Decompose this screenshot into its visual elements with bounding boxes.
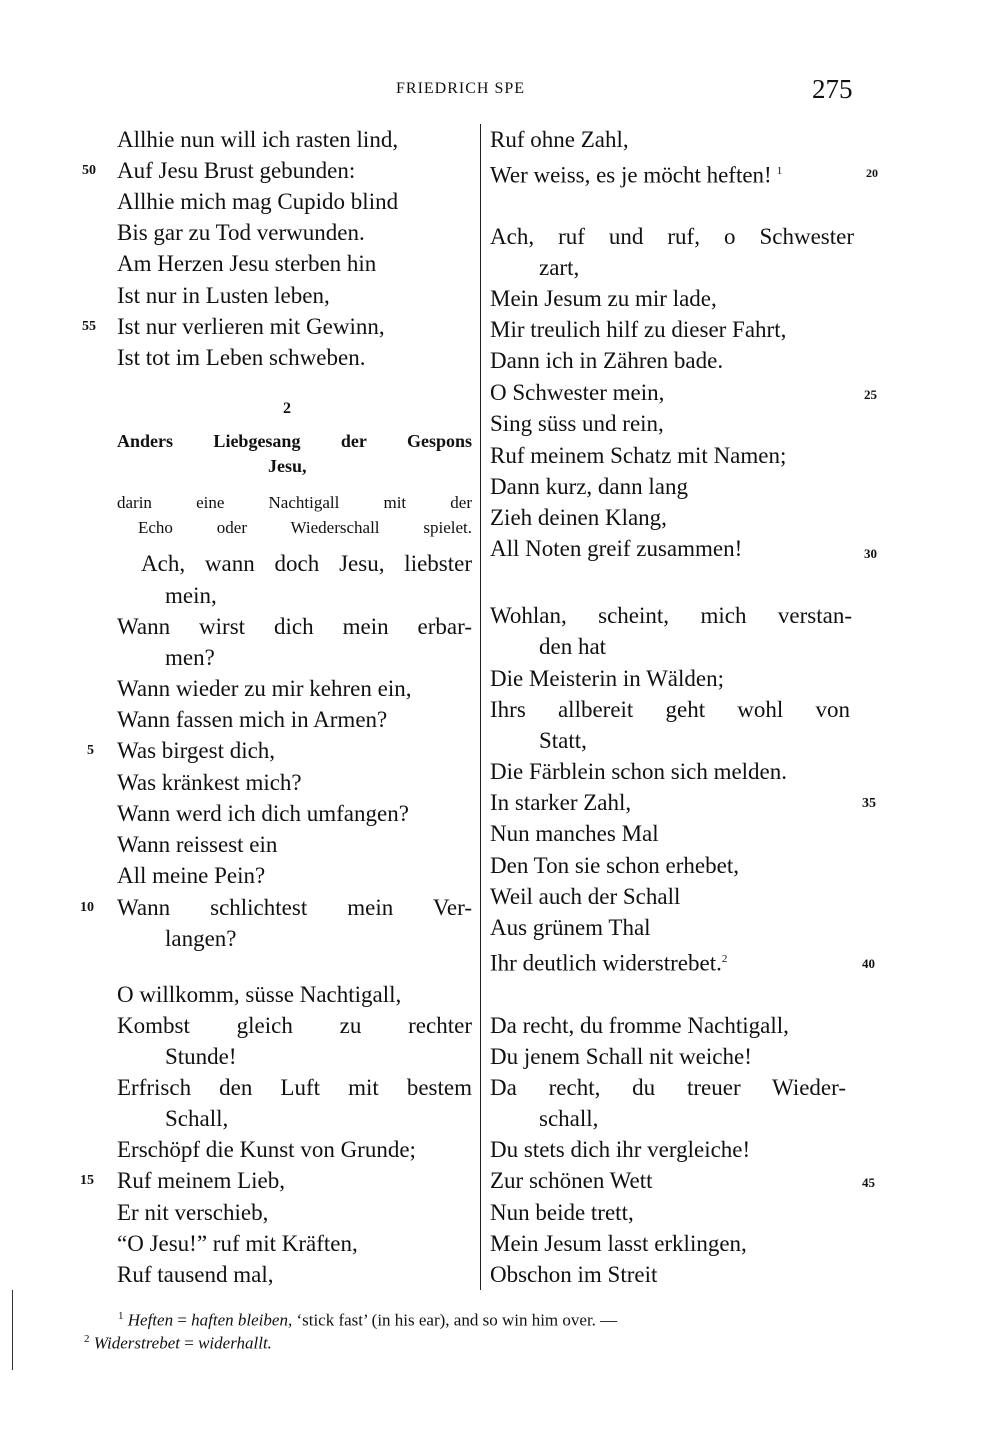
verse-line: Mir treulich hilf zu dieser Fahrt, <box>490 317 787 342</box>
verse-line-cont: Stunde! <box>165 1044 237 1069</box>
footnote-text: , ‘stick fast’ (in his ear), and so win him over. — <box>287 1310 618 1330</box>
verse-line: Zur schönen Wett <box>490 1168 653 1193</box>
verse-line: Du jenem Schall nit weiche! <box>490 1044 752 1069</box>
line-number: 5 <box>87 743 94 758</box>
verse-line: Wann fassen mich in Armen? <box>117 707 388 732</box>
footnote-ref[interactable]: 1 <box>776 165 783 177</box>
line-number: 30 <box>864 546 877 561</box>
line-number: 20 <box>866 166 878 180</box>
verse-line: Erschöpf die Kunst von Grunde; <box>117 1137 416 1162</box>
footnote-2 <box>84 1333 272 1354</box>
verse-line: Ruf meinem Schatz mit Namen; <box>490 443 787 468</box>
verse-line-cont: den hat <box>539 634 607 659</box>
verse-line: Aus grünem Thal <box>490 915 651 940</box>
verse-line: Du stets dich ihr vergleiche! <box>490 1137 751 1162</box>
verse-line: Bis gar zu Tod verwunden. <box>117 220 365 245</box>
verse-line-cont: zart, <box>539 255 580 280</box>
footnote-ref[interactable]: 2 <box>721 953 728 965</box>
verse-line: All Noten greif zusammen! <box>490 536 743 561</box>
verse-line: All meine Pein? <box>117 863 266 888</box>
verse-line: Auf Jesu Brust gebunden: <box>117 158 356 183</box>
verse-line: Die Färblein schon sich melden. <box>490 759 788 784</box>
verse-line: Wohlan, scheint, mich verstan- <box>490 603 852 628</box>
poem-title-cont: Jesu, <box>268 456 307 476</box>
verse-line: Wann schlichtest mein Ver- <box>117 895 472 920</box>
verse-line-cont: Schall, <box>165 1106 229 1131</box>
verse-line: Allhie nun will ich rasten lind, <box>117 127 399 152</box>
verse-line: Ach, wann doch Jesu, liebster <box>141 551 472 576</box>
line-number: 40 <box>862 956 875 971</box>
line-number: 55 <box>82 319 96 334</box>
column-divider <box>480 124 481 1290</box>
verse-line: Wann wieder zu mir kehren ein, <box>117 676 412 701</box>
footnote-gloss: widerhallt. <box>198 1333 272 1353</box>
verse-line-cont: men? <box>165 645 215 670</box>
verse-line: Da recht, du treuer Wieder- <box>490 1075 846 1100</box>
verse-line: Die Meisterin in Wälden; <box>490 666 724 691</box>
line-number: 15 <box>80 1173 94 1188</box>
verse-line: In starker Zahl, <box>490 790 632 815</box>
line-number: 50 <box>82 163 96 178</box>
verse-line: Ruf ohne Zahl, <box>490 127 629 152</box>
verse-text: Ihr deutlich widerstrebet. <box>490 950 722 976</box>
verse-line <box>490 157 782 190</box>
verse-line: Sing süss und rein, <box>490 411 664 436</box>
verse-line: Er nit verschieb, <box>117 1200 269 1225</box>
verse-line: Ach, ruf und ruf, o Schwester <box>490 224 854 249</box>
footnote-marker: 1 <box>118 1310 124 1322</box>
verse-line: Weil auch der Schall <box>490 884 681 909</box>
poem-subtitle: darin eine Nachtigall mit der <box>117 493 472 512</box>
verse-line: Ruf tausend mal, <box>117 1262 274 1287</box>
footnote-term: Heften <box>127 1310 174 1330</box>
verse-line: Am Herzen Jesu sterben hin <box>117 251 377 276</box>
verse-line-cont: mein, <box>165 583 217 608</box>
verse-text: Wer weiss, es je möcht heften! <box>490 162 772 188</box>
footnote-term: Widerstrebet <box>93 1333 180 1353</box>
poem-title: Anders Liebgesang der Gespons <box>117 431 472 451</box>
page-number: 275 <box>812 74 853 104</box>
verse-line: Mein Jesum lasst erklingen, <box>490 1231 747 1256</box>
verse-line: Wann reissest ein <box>117 832 278 857</box>
verse-line: Ist nur in Lusten leben, <box>117 283 330 308</box>
verse-line: Dann ich in Zähren bade. <box>490 348 724 373</box>
verse-line: Was kränkest mich? <box>117 770 302 795</box>
verse-line: Den Ton sie schon erhebet, <box>490 853 739 878</box>
footnote-1 <box>118 1310 617 1331</box>
line-number: 45 <box>862 1175 875 1190</box>
verse-line: Dann kurz, dann lang <box>490 474 688 499</box>
verse-line-cont: langen? <box>165 926 237 951</box>
verse-line: Ist nur verlieren mit Gewinn, <box>117 314 385 339</box>
footnote-gloss: haften bleiben <box>191 1310 288 1330</box>
verse-line: Was birgest dich, <box>117 738 276 763</box>
line-number: 35 <box>862 796 876 811</box>
footnote-equals: = <box>173 1310 192 1330</box>
verse-line: Ruf meinem Lieb, <box>117 1168 285 1193</box>
running-title: FRIEDRICH SPE <box>396 80 526 97</box>
verse-line: Wann werd ich dich umfangen? <box>117 801 409 826</box>
verse-line: Kombst gleich zu rechter <box>117 1013 472 1038</box>
verse-line: Ihrs allbereit geht wohl von <box>490 697 850 722</box>
line-number: 25 <box>864 387 877 402</box>
verse-line-cont: schall, <box>539 1106 599 1131</box>
scan-margin-mark <box>12 1290 13 1370</box>
poem-number: 2 <box>283 400 291 417</box>
verse-line: Wann wirst dich mein erbar- <box>117 614 472 639</box>
verse-line: Nun beide trett, <box>490 1200 634 1225</box>
verse-line: Nun manches Mal <box>490 821 659 846</box>
line-number: 10 <box>80 900 94 915</box>
verse-line-cont: Statt, <box>539 728 587 753</box>
footnote-marker: 2 <box>84 1333 90 1345</box>
verse-line: “O Jesu!” ruf mit Kräften, <box>117 1231 358 1256</box>
verse-line: Zieh deinen Klang, <box>490 505 667 530</box>
verse-line: O Schwester mein, <box>490 380 665 405</box>
verse-line <box>490 945 727 978</box>
poem-subtitle-cont: Echo oder Wiederschall spielet. <box>138 518 472 537</box>
verse-line: Allhie mich mag Cupido blind <box>117 189 399 214</box>
verse-line: Ist tot im Leben schweben. <box>117 345 366 370</box>
footnote-equals: = <box>180 1333 199 1353</box>
verse-line: Mein Jesum zu mir lade, <box>490 286 717 311</box>
verse-line: O willkomm, süsse Nachtigall, <box>117 982 402 1007</box>
verse-line: Obschon im Streit <box>490 1262 658 1287</box>
verse-line: Da recht, du fromme Nachtigall, <box>490 1013 789 1038</box>
verse-line: Erfrisch den Luft mit bestem <box>117 1075 472 1100</box>
